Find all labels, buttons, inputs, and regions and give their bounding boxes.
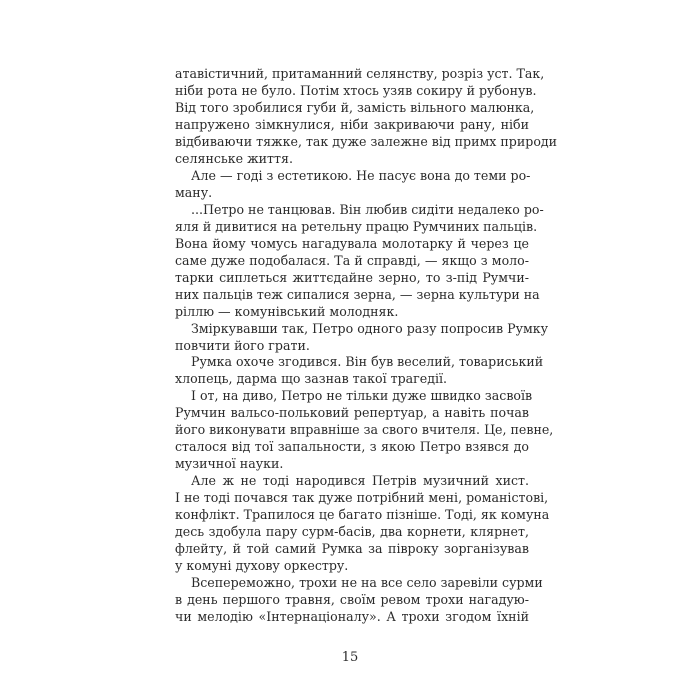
- text-line: І не тоді почався так дуже потрібний мені, романістові,: [175, 490, 549, 506]
- text-line: Від того зробилися губи й, замість вільного малюнка,: [175, 99, 535, 115]
- text-line: хлопець, дарма що зазнав такої трагедії.: [175, 371, 448, 387]
- text-line: тарки сиплеться життєдайне зерно, то з-під Румчи-: [175, 269, 529, 285]
- text-line: Вона йому чомусь нагадувала молотарку й через це: [175, 235, 529, 251]
- text-line: атавістичний, притаманний селянству, розріз уст. Так,: [175, 66, 545, 81]
- text-line: них пальців теж сипалися зерна, — зерна культури на: [175, 286, 540, 302]
- text-line: яля й дивитися на ретельну працю Румчиних пальців.: [175, 218, 538, 234]
- text-line: ріллю — комунівський молодняк.: [175, 303, 399, 319]
- text-line: повчити його грати.: [175, 337, 310, 353]
- text-line: конфлікт. Трапилося це багато пізніше. Тоді, як комуна: [175, 507, 550, 523]
- text-line: Всепереможно, трохи не на все село заревіли сурми: [191, 575, 543, 591]
- text-line: флейту, й той самий Румка за півроку зорганізував: [175, 541, 529, 557]
- page-body-text: [175, 66, 558, 626]
- text-line: в день першого травня, своїм ревом трохи нагадую-: [175, 592, 529, 608]
- text-line: Румчин вальсо-польковий репертуар, а навіть почав: [175, 405, 529, 421]
- page-number: 15: [341, 650, 359, 665]
- text-line: напружено зімкнулися, ніби закриваючи рану, ніби: [175, 116, 529, 132]
- text-line: І от, на диво, Петро не тільки дуже швидко засвоїв: [191, 388, 533, 404]
- text-line: Румка охоче згодився. Він був веселий, товариський: [191, 354, 544, 370]
- text-line: чи мелодію «Інтернаціоналу». А трохи згодом їхній: [175, 609, 529, 624]
- text-line: ...Петро не танцював. Він любив сидіти недалеко ро-: [191, 201, 544, 217]
- text-line: музичної науки.: [175, 456, 284, 472]
- text-line: відбиваючи тяжке, так дуже залежне від примх природи: [175, 133, 558, 149]
- text-line: ніби рота не було. Потім хтось узяв сокиру й рубонув.: [175, 82, 537, 98]
- text-line: Але — годі з естетикою. Не пасує вона до теми ро-: [191, 167, 531, 183]
- text-line: сталося від тої запальности, з якою Петро взявся до: [175, 439, 529, 455]
- text-line: десь здобула пару сурм-басів, два корнети, клярнет,: [175, 524, 529, 540]
- text-line: його виконувати вправніше за свого вчителя. Це, певне,: [175, 422, 554, 438]
- text-line: Але ж не тоді народився Петрів музичний хист.: [191, 473, 529, 489]
- text-line: селянське життя.: [175, 150, 293, 166]
- text-line: саме дуже подобалася. Та й справді, — якщо з моло-: [175, 252, 529, 268]
- text-line: ману.: [175, 184, 213, 200]
- text-line: Зміркувавши так, Петро одного разу попросив Румку: [191, 320, 549, 336]
- text-line: у комуні духову оркестру.: [175, 558, 349, 574]
